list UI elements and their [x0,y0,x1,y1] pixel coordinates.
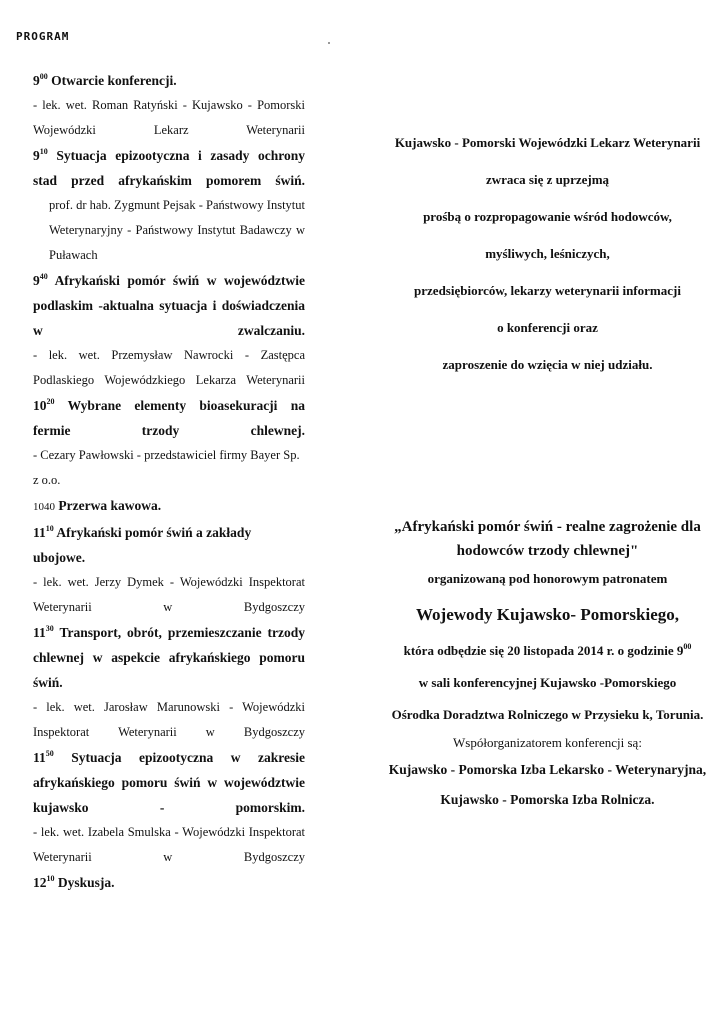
invitation-line: o konferencji oraz [497,320,598,335]
program-speaker: - lek. wet. Roman Ratyński - Kujawsko - Pomorski Wojewódzki Lekarz Weterynarii [33,98,305,137]
program-title: $9^{10}$ Sytuacja epizootyczna i zasady ochrony stad przed afrykańskim pomorem świń. [33,146,305,188]
program-item [33,870,305,895]
program-title: $11^{50}$ Sytuacja epizootyczna w zakresie afrykańskiego pomoru świń w województwie kujawsko - pomorskim. [33,748,306,815]
program-title: $10^{20}$ Wybrane elementy bioasekuracji na fermie trzody chlewnej. [33,396,305,438]
program-item [33,143,305,268]
coorganizer: Kujawsko - Pomorska Izba Lekarsko - Weterynaryjna, [388,762,707,777]
program-title: $11^{10}$ Afrykański pomór świń a zakłady ubojowe. [33,523,252,565]
event-venue: Ośrodka Doradztwa Rolniczego w Przysieku k, Torunia. [391,707,704,722]
event-patron: Wojewody Kujawsko- Pomorskiego, [415,605,680,624]
program-title: 1040 Przerwa kawowa. [33,498,162,513]
event-title: „Afrykański pomór świń - realne zagrożenie dla hodowców trzody chlewnej" [394,519,701,559]
event-block [375,515,720,815]
invitation-line: zaproszenie do wzięcia w niej udziału. [442,357,653,372]
invitation-block [375,124,720,383]
coorganizers-label: Współorganizatorem konferencji są: [453,735,642,750]
program-speaker: - lek. wet. Przemysław Nawrocki - Zastępca Podlaskiego Wojewódzkiego Lekarza Weterynarii [33,348,305,387]
program-speaker: - lek. wet. Jerzy Dymek - Wojewódzki Inspektorat Weterynarii w Bydgoszczy [33,575,305,614]
scan-speck [328,42,330,44]
event-date: która odbędzie się 20 listopada 2014 r. o godzinie $9^{00}$ [403,641,692,658]
program-speaker: - Cezary Pawłowski - przedstawiciel firmy Bayer Sp. z o.o. [33,448,300,487]
event-patronage: organizowaną pod honorowym patronatem [427,571,668,586]
program-speaker: - lek. wet. Jarosław Marunowski - Wojewódzki Inspektorat Weterynarii w Bydgoszczy [33,700,305,739]
program-item [33,68,305,143]
program-speaker: prof. dr hab. Zygmunt Pejsak - Państwowy Instytut Weterynaryjny - Państwowy Instytut Badawczy w Puławach [49,198,305,262]
invitation-line: zwraca się z uprzejmą [485,172,610,187]
program-item [33,745,305,870]
program-item [33,393,305,493]
program-list [33,68,305,895]
program-item [33,268,305,393]
program-title: $9^{40}$ Afrykański pomór świń w województwie podlaskim -aktualna sytuacja i doświadczenia w zwalczaniu. [33,271,305,338]
program-speaker: - lek. wet. Izabela Smulska - Wojewódzki Inspektorat Weterynarii w Bydgoszczy [33,825,305,864]
program-title: $11^{30}$ Transport, obrót, przemieszczanie trzody chlewnej w aspekcie afrykańskiego pomoru świń. [33,623,305,690]
program-item [33,620,305,745]
coorganizer: Kujawsko - Pomorska Izba Rolnicza. [440,792,655,807]
program-heading: PROGRAM [16,30,70,43]
invitation-line: prośbą o rozpropagowanie wśród hodowców, [423,209,672,224]
invitation-line: Kujawsko - Pomorski Wojewódzki Lekarz Weterynarii [394,135,701,150]
program-title: $12^{10}$ Dyskusja. [33,873,115,890]
program-item [33,520,305,620]
invitation-line: przedsiębiorców, lekarzy weterynarii informacji [414,283,681,298]
program-item [33,493,305,520]
invitation-line: myśliwych, leśniczych, [485,246,610,261]
program-title: $9^{00}$ Otwarcie konferencji. [33,71,177,88]
event-venue: w sali konferencyjnej Kujawsko -Pomorskiego [418,675,677,690]
